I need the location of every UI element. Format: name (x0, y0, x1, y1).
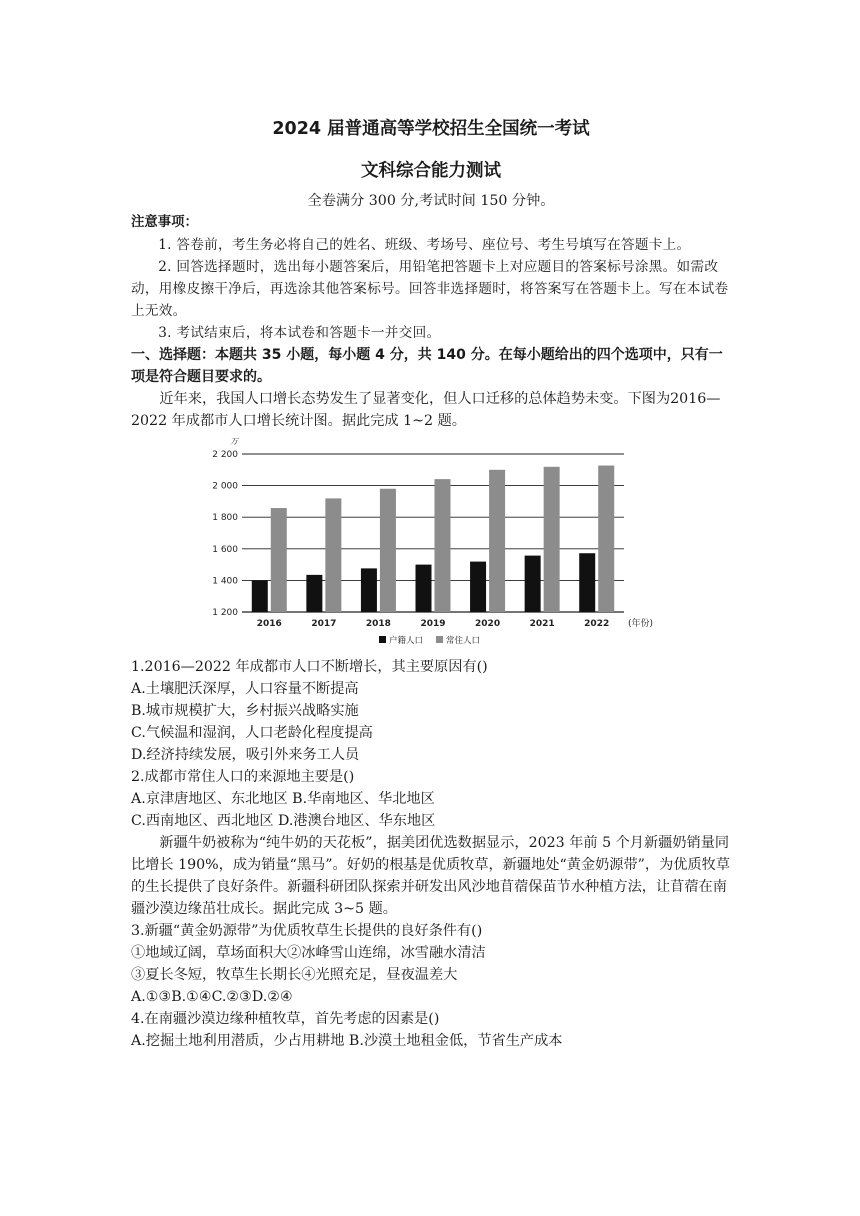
x-tick-label: 2017 (311, 619, 337, 629)
bar-registered-2020 (470, 562, 486, 612)
q1-option-b: B.城市规模扩大，乡村振兴战略实施 (131, 703, 359, 719)
bar-resident-2016 (271, 508, 287, 612)
x-tick-label: 2016 (256, 619, 282, 629)
bar-resident-2017 (325, 498, 341, 612)
notice-item-3: 3. 考试结束后，将本试卷和答题卡一并交回。 (158, 325, 441, 341)
exam-subtitle: 文科综合能力测试 (361, 161, 501, 181)
q3-options: A.①③B.①④C.②③D.②④ (131, 989, 293, 1005)
chart-svg (131, 436, 731, 656)
bar-registered-2018 (361, 568, 377, 612)
q1-option-c: C.气候温和湿润，人口老龄化程度提高 (131, 725, 373, 741)
x-tick-label: 2021 (529, 619, 555, 629)
q4-options: A.挖掘土地利用潜质，少占用耕地 B.沙漠土地租金低，节省生产成本 (131, 1033, 563, 1049)
y-tick-label: 1 200 (212, 608, 238, 618)
bar-resident-2019 (435, 479, 451, 612)
section-heading: 一、选择题：本题共 35 小题，每小题 4 分，共 140 分。在每小题给出的四个选项中，只有一项是符合题目要求的。 (131, 347, 723, 385)
legend-swatch-resident (436, 636, 443, 643)
q3-line-2: ③夏长冬短，牧草生长期长④光照充足，昼夜温差大 (131, 967, 458, 983)
x-unit-label: (年份) (628, 619, 654, 629)
bar-registered-2019 (416, 565, 432, 612)
x-tick-label: 2019 (420, 619, 446, 629)
bar-resident-2021 (544, 467, 560, 612)
q4-stem: 4.在南疆沙漠边缘种植牧草，首先考虑的因素是() (131, 1011, 440, 1027)
q2-options-line-2: C.西南地区、西北地区 D.港澳台地区、华东地区 (131, 813, 436, 829)
bar-resident-2022 (598, 466, 614, 612)
bar-resident-2020 (489, 470, 505, 612)
passage-1: 近年来，我国人口增长态势发生了显著变化，但人口迁移的总体趋势未变。下图为2016—2022 年成都市人口增长统计图。据此完成 1~2 题。 (131, 391, 721, 429)
population-chart (131, 436, 731, 656)
exam-title: 2024 届普通高等学校招生全国统一考试 (272, 119, 590, 139)
q3-line-1: ①地域辽阔，草场面积大②冰峰雪山连绵，冰雪融水清洁 (131, 945, 486, 961)
x-tick-label: 2020 (475, 619, 501, 629)
bar-resident-2018 (380, 489, 396, 612)
bar-registered-2021 (525, 556, 541, 612)
y-tick-label: 1 800 (212, 513, 238, 524)
notice-heading: 注意事项： (131, 215, 198, 230)
legend-label-registered: 户籍人口 (389, 636, 424, 646)
y-tick-label: 2 200 (212, 450, 238, 460)
y-unit-label: 万 (230, 437, 238, 446)
y-tick-label: 2 000 (212, 481, 238, 492)
q1-option-a: A.土壤肥沃深厚，人口容量不断提高 (131, 681, 359, 697)
q2-stem: 2.成都市常住人口的来源地主要是() (131, 769, 355, 785)
q3-stem: 3.新疆“黄金奶源带”为优质牧草生长提供的良好条件有() (131, 923, 483, 939)
y-tick-label: 1 400 (212, 576, 238, 587)
q1-stem: 1.2016—2022 年成都市人口不断增长，其主要原因有() (131, 659, 488, 675)
notice-item-1: 1. 答卷前，考生务必将自己的姓名、班级、考场号、座位号、考生号填写在答题卡上。 (158, 237, 691, 253)
q2-options-line-1: A.京津唐地区、东北地区 B.华南地区、华北地区 (131, 791, 435, 807)
exam-info: 全卷满分 300 分,考试时间 150 分钟。 (307, 193, 555, 209)
y-tick-label: 1 600 (212, 544, 238, 555)
bar-registered-2017 (306, 575, 322, 612)
bar-registered-2016 (252, 581, 268, 612)
q1-option-d: D.经济持续发展，吸引外来务工人员 (131, 747, 360, 763)
bar-registered-2022 (579, 553, 595, 612)
legend-label-resident: 常住人口 (446, 636, 481, 646)
x-tick-label: 2018 (365, 619, 391, 629)
x-tick-label: 2022 (584, 619, 610, 629)
legend-swatch-registered (379, 636, 386, 643)
passage-2: 新疆牛奶被称为“纯牛奶的天花板”，据美团优选数据显示，2023 年前 5 个月新疆奶销量同比增长 190%，成为销量“黑马”。好奶的根基是优质牧草，新疆地处“黄金奶源带”，为优质牧草的生长提供了良好条件。新疆科研团队探索并研发出风沙地苜蓿保苗节水种植方法，让苜蓿在南疆沙漠边缘茁壮成长。据此完成 3~5 题。 (131, 835, 731, 917)
exam-page (131, 110, 731, 1052)
notice-item-2: 2. 回答选择题时，选出每小题答案后，用铅笔把答题卡上对应题目的答案标号涂黑。如需改动，用橡皮擦干净后，再选涂其他答案标号。回答非选择题时，将答案写在答题卡上。写在本试卷上无效。 (131, 259, 729, 319)
